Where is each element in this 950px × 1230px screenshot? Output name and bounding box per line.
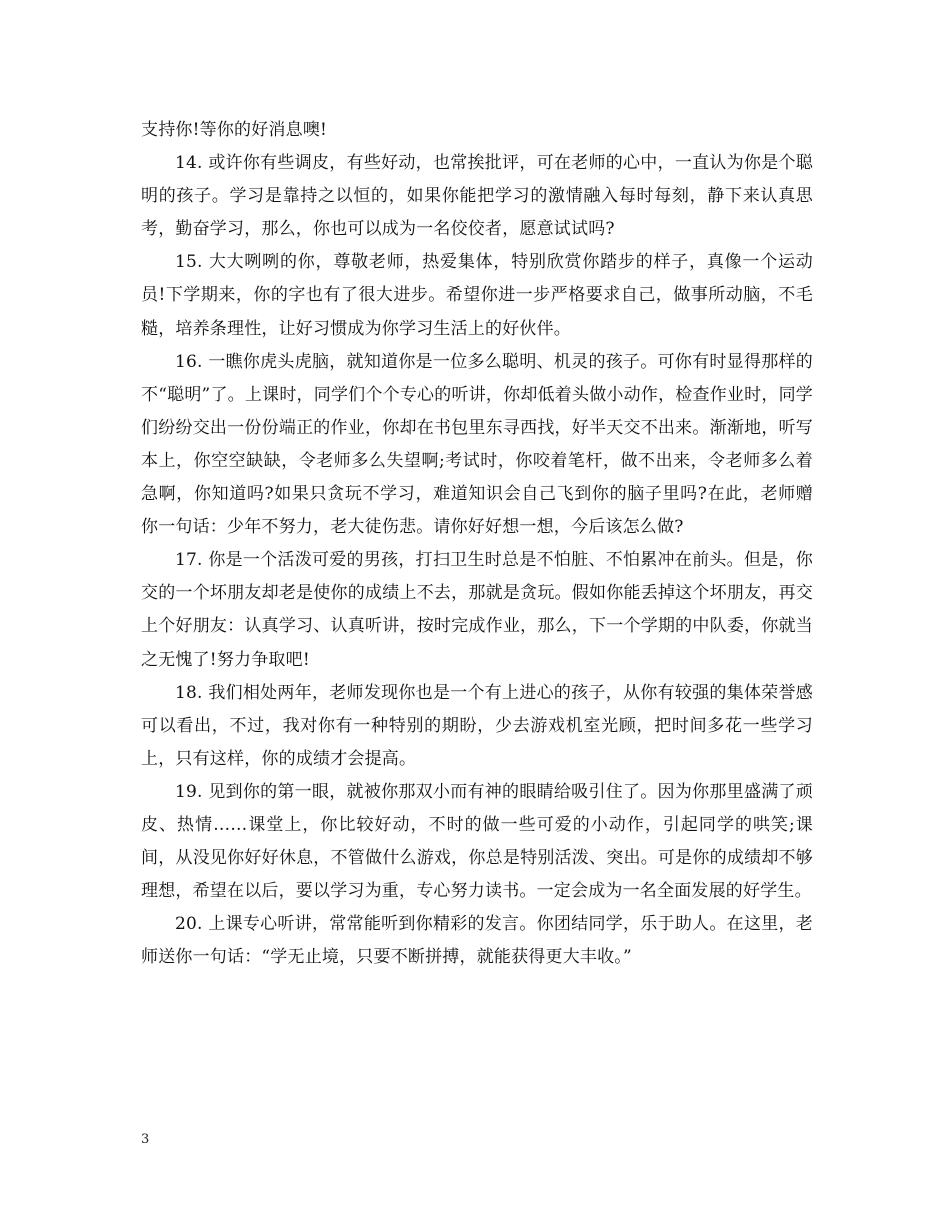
document-body [141,114,813,974]
paragraph-comment-15: 15. 大大咧咧的你，尊敬老师，热爱集体，特别欣赏你踏步的样子，真像一个运动员!下学期来，你的字也有了很大进步。希望你进一步严格要求自己，做事所动脑，不毛糙，培养条理性，让好习惯成为你学习生活上的好伙伴。 [141,252,813,339]
paragraph-comment-19: 19. 见到你的第一眼，就被你那双小而有神的眼睛给吸引住了。因为你那里盛满了顽皮、热情……课堂上，你比较好动，不时的做一些可爱的小动作，引起同学的哄笑;课间，从没见你好好休息，不管做什么游戏，你总是特别活泼、突出。可是你的成绩却不够理想，希望在以后，要以学习为重，专心努力读书。一定会成为一名全面发展的好学生。 [141,781,813,902]
paragraph-comment-20: 20. 上课专心听讲，常常能听到你精彩的发言。你团结同学，乐于助人。在这里，老师送你一句话：“学无止境，只要不断拼搏，就能获得更大丰收。” [141,914,813,968]
page-number: 3 [141,1132,150,1147]
paragraph-continuation: 支持你!等你的好消息噢! [141,120,328,140]
paragraph-comment-18: 18. 我们相处两年，老师发现你也是一个有上进心的孩子，从你有较强的集体荣誉感可以看出，不过，我对你有一种特别的期盼，少去游戏机室光顾，把时间多花一些学习上，只有这样，你的成绩才会提高。 [141,682,813,769]
paragraph-comment-16: 16. 一瞧你虎头虎脑，就知道你是一位多么聪明、机灵的孩子。可你有时显得那样的不“聪明”了。上课时，同学们个个专心的听讲，你却低着头做小动作，检查作业时，同学们纷纷交出一份份端正的作业，你却在书包里东寻西找，好半天交不出来。渐渐地，听写本上，你空空缺缺，令老师多么失望啊;考试时，你咬着笔杆，做不出来，令老师多么着急啊，你知道吗?如果只贪玩不学习，难道知识会自己飞到你的脑子里吗?在此，老师赠你一句话：少年不努力，老大徒伤悲。请你好好想一想，今后该怎么做? [141,351,813,538]
paragraph-comment-17: 17. 你是一个活泼可爱的男孩，打扫卫生时总是不怕脏、不怕累冲在前头。但是，你交的一个坏朋友却老是使你的成绩上不去，那就是贪玩。假如你能丢掉这个坏朋友，再交上个好朋友：认真学习、认真听讲，按时完成作业，那么，下一个学期的中队委，你就当之无愧了!努力争取吧! [141,550,813,670]
paragraph-comment-14: 14. 或许你有些调皮，有些好动，也常挨批评，可在老师的心中，一直认为你是个聪明的孩子。学习是靠持之以恒的，如果你能把学习的激情融入每时每刻，静下来认真思考，勤奋学习，那么，你也可以成为一名佼佼者，愿意试试吗? [141,153,813,240]
